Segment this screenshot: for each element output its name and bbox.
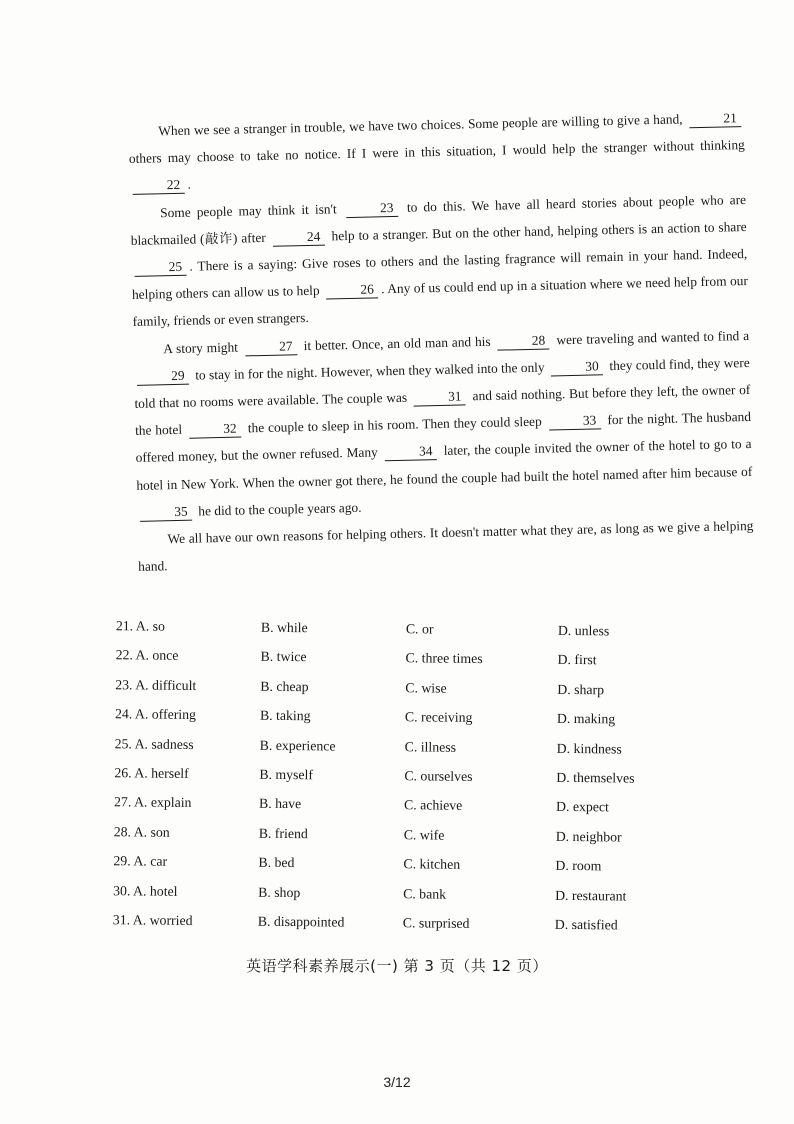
option-d: D. neighbor: [555, 828, 622, 845]
blank-27: 27: [245, 338, 297, 356]
option-c: C. wise: [405, 680, 447, 696]
paragraph-4: We all have our own reasons for helping others. It doesn't matter what they are, as long as we give a helping hand.: [138, 517, 754, 575]
cloze-passage: [128, 104, 754, 580]
option-d: D. making: [556, 711, 616, 727]
option-d: D. first: [557, 652, 597, 668]
passage-text: were traveling and wanted to find a: [556, 327, 750, 347]
passage-text: to stay in for the night. However, when they walked into the only: [195, 359, 545, 383]
page-footer: 英语学科素养展示(一) 第 3 页（共 12 页）: [246, 957, 548, 975]
blank-29: 29: [137, 368, 189, 386]
option-b: B. myself: [259, 766, 314, 783]
option-a: 25. A. sadness: [114, 735, 194, 752]
passage-text: A story might: [163, 339, 239, 356]
blank-30: 30: [551, 358, 603, 376]
blank-21: 21: [689, 110, 741, 128]
option-c: C. receiving: [404, 709, 473, 726]
option-a: 30. A. hotel: [113, 882, 178, 899]
option-c: C. kitchen: [403, 856, 461, 872]
option-d: D. themselves: [556, 769, 635, 786]
blank-34: 34: [385, 444, 437, 462]
option-b: B. have: [258, 796, 302, 812]
option-b: B. friend: [258, 825, 308, 841]
passage-text: . There is a saying: Give roses to others and the lasting fragrance will remain in your hand. Indeed, helping others can allow us to help: [131, 246, 748, 303]
page-indicator: 3/12: [383, 1074, 411, 1090]
option-c: C. illness: [404, 738, 457, 755]
option-c: C. surprised: [402, 915, 470, 931]
blank-26: 26: [326, 282, 378, 300]
option-a: 24. A. offering: [114, 706, 197, 723]
blank-22: 22: [132, 177, 184, 195]
option-a: 21. A. so: [115, 618, 166, 634]
option-a: 28. A. son: [113, 823, 170, 840]
paragraph-3: [133, 322, 753, 526]
option-b: B. cheap: [260, 678, 309, 695]
option-d: D. restaurant: [555, 887, 627, 904]
passage-text: he did to the couple years ago.: [198, 499, 362, 519]
option-a: 29. A. car: [113, 853, 168, 869]
blank-33: 33: [548, 413, 600, 431]
option-d: D. unless: [557, 622, 610, 639]
option-a: 31. A. worried: [112, 912, 193, 928]
option-b: B. while: [260, 619, 308, 636]
blank-23: 23: [346, 200, 398, 218]
option-b: B. experience: [259, 737, 336, 754]
option-d: D. expect: [555, 799, 610, 815]
option-c: C. three times: [405, 650, 483, 667]
passage-text: thinking: [699, 137, 745, 154]
passage-text: When we see a stranger in trouble, we have two choices. Some people are willing to give a hand,: [158, 111, 683, 139]
blank-28: 28: [497, 332, 549, 350]
passage-text: .: [187, 176, 192, 193]
answer-options: [93, 618, 696, 948]
passage-text: Some people may think it isn't: [159, 200, 337, 220]
question-row: [93, 912, 693, 948]
option-a: 22. A. once: [115, 647, 179, 664]
passage-text: for the night. The husband offered money, but the owner refused. Many: [135, 409, 752, 466]
blank-31: 31: [414, 388, 466, 406]
option-c: C. wife: [403, 826, 445, 843]
option-b: B. disappointed: [257, 913, 345, 930]
passage-text: they could find, they were told that no rooms were available. The couple was: [134, 354, 750, 411]
option-d: D. satisfied: [554, 916, 618, 933]
option-a: 23. A. difficult: [115, 676, 197, 693]
passage-text: the couple to sleep in his room. Then they could sleep: [247, 413, 542, 436]
blank-25: 25: [134, 259, 186, 277]
blank-32: 32: [189, 421, 241, 439]
blank-35: 35: [140, 503, 192, 521]
passage-text: help to a stranger. But on the other hand, helping others is an action to share: [331, 218, 747, 244]
option-d: D. sharp: [557, 681, 605, 698]
passage-text: it better. Once, an old man and his: [303, 333, 491, 353]
option-b: B. taking: [259, 707, 311, 724]
passage-text: others may choose to take no notice. If I were in this situation, I would help the stranger without: [128, 138, 695, 167]
option-c: C. ourselves: [404, 768, 473, 784]
blank-24: 24: [272, 228, 324, 246]
option-a: 26. A. herself: [114, 765, 189, 781]
passage-text: and said nothing. But before they left, the owner of the hotel: [134, 381, 751, 439]
passage-text: to do this. We have all heard stories about people who are blackmailed (敲诈) after: [130, 191, 747, 248]
paragraph-1: [128, 104, 746, 200]
option-c: C. bank: [403, 885, 447, 902]
option-b: B. shop: [258, 884, 301, 900]
option-d: D. room: [555, 857, 602, 874]
option-c: C. achieve: [403, 797, 463, 814]
option-b: B. bed: [258, 854, 295, 871]
option-d: D. kindness: [556, 740, 622, 757]
option-b: B. twice: [260, 649, 307, 665]
passage-text: . Any of us could end up in a situation where we need help from our family, friends or even strangers.: [132, 273, 749, 330]
passage-text: later, the couple invited the owner of the hotel to go to a hotel in New York. When the owner got there, he found the couple had built the hotel named after him because of: [136, 436, 753, 493]
option-a: 27. A. explain: [113, 794, 192, 811]
paragraph-2: [130, 186, 749, 336]
option-c: C. or: [405, 621, 434, 637]
